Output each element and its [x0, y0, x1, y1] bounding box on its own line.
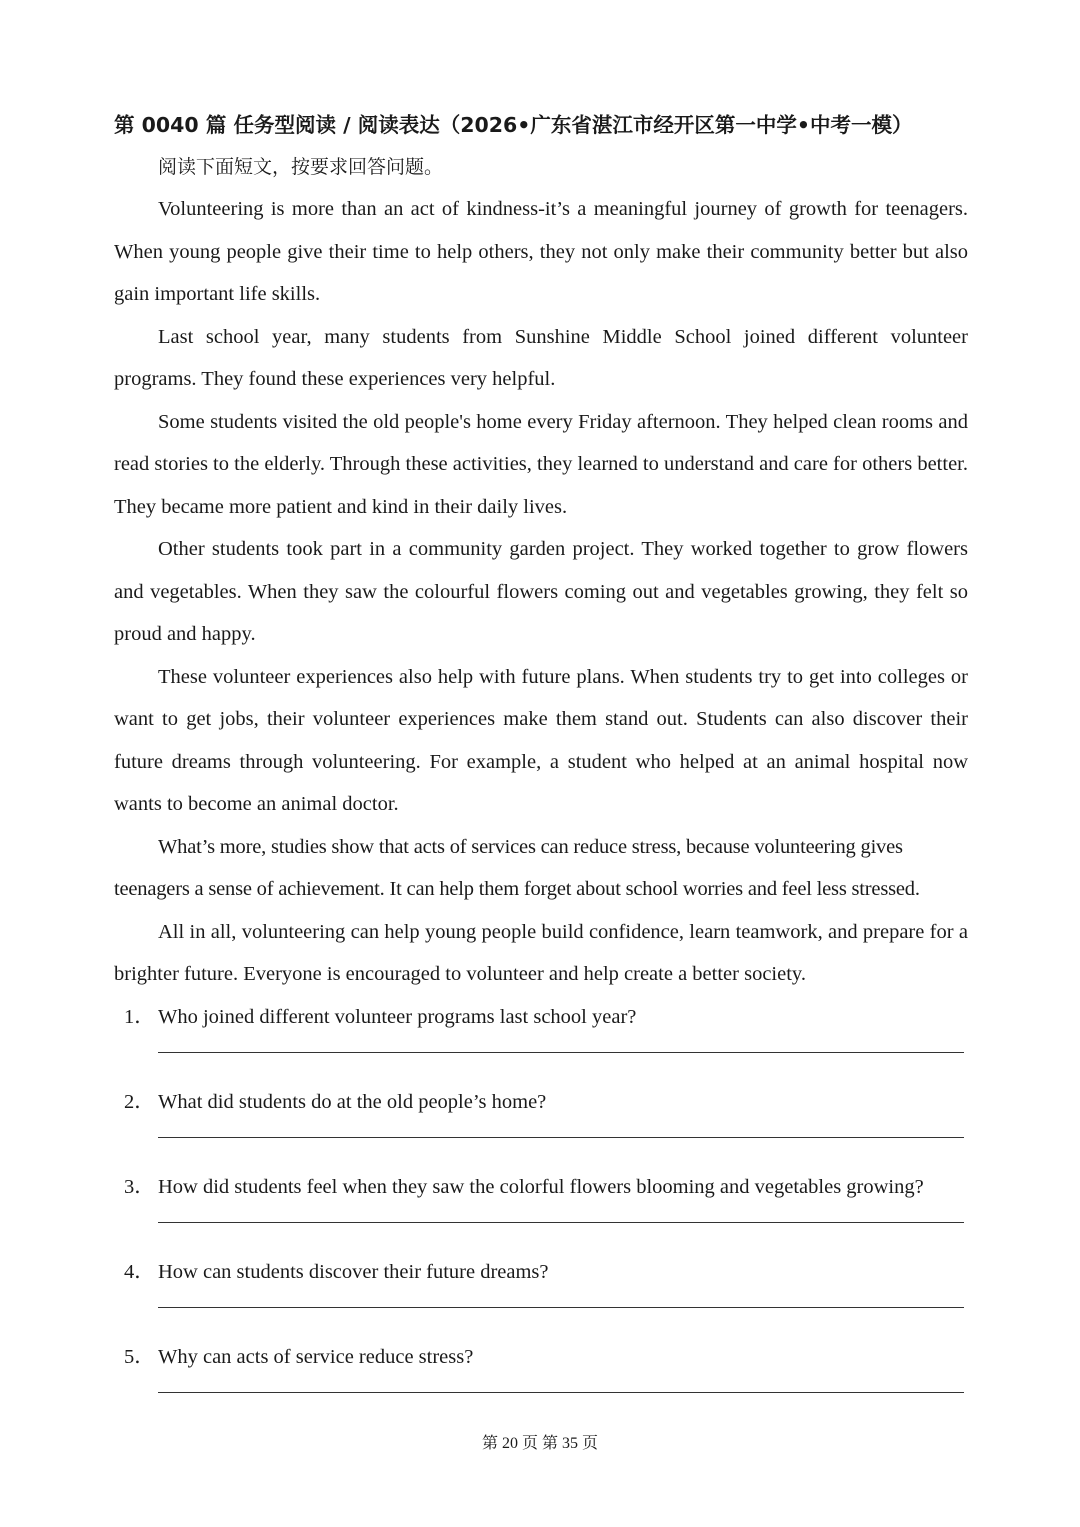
- answer-line[interactable]: [158, 1052, 964, 1053]
- question-item: [114, 1000, 968, 1080]
- answer-line[interactable]: [158, 1222, 964, 1223]
- document-title: 第 0040 篇 任务型阅读 / 阅读表达（2026•广东省湛江市经开区第一中学•中考一模）: [114, 113, 913, 137]
- question-text: Who joined different volunteer programs last school year?: [158, 1006, 637, 1028]
- question-number: 4．: [124, 1261, 155, 1283]
- passage-paragraph: What’s more, studies show that acts of services can reduce stress, because volunteering gives teenagers a sense of achievement. It can help them forget about school worries and feel less stressed.: [114, 835, 920, 900]
- answer-line[interactable]: [158, 1392, 964, 1393]
- question-item: [114, 1255, 968, 1335]
- question-text: How did students feel when they saw the colorful flowers blooming and vegetables growing?: [158, 1176, 924, 1198]
- question-number: 3．: [124, 1176, 155, 1198]
- question-item: [114, 1340, 968, 1420]
- instruction-text: 阅读下面短文，按要求回答问题。: [158, 156, 444, 178]
- question-text: What did students do at the old people’s home?: [158, 1091, 547, 1113]
- page-footer: 第 20 页 第 35 页: [481, 1435, 598, 1452]
- question-text: Why can acts of service reduce stress?: [158, 1346, 474, 1368]
- passage-paragraph: Other students took part in a community garden project. They worked together to grow flowers and vegetables. When they saw the colourful flowers coming out and vegetables growing, they felt so proud and happy.: [114, 538, 968, 645]
- question-text: How can students discover their future dreams?: [158, 1261, 549, 1283]
- passage-paragraph: Volunteering is more than an act of kindness-it’s a meaningful journey of growth for teenagers. When young people give their time to help others, they not only make their community better but also gain important life skills.: [114, 198, 968, 305]
- passage-paragraph: Some students visited the old people's home every Friday afternoon. They helped clean rooms and read stories to the elderly. Through these activities, they learned to understand and care for others better. They became more patient and kind in their daily lives.: [114, 410, 968, 518]
- question-item: [114, 1170, 968, 1250]
- passage-paragraph: These volunteer experiences also help with future plans. When students try to get into colleges or want to get jobs, their volunteer experiences make them stand out. Students can also discover their future dreams through volunteering. For example, a student who helped at an animal hospital now wants to become an animal doctor.: [114, 665, 968, 815]
- reading-passage: [114, 188, 968, 996]
- answer-line[interactable]: [158, 1307, 964, 1308]
- passage-paragraph: All in all, volunteering can help young people build confidence, learn teamwork, and prepare for a brighter future. Everyone is encouraged to volunteer and help create a better society.: [114, 920, 968, 985]
- question-number: 1．: [124, 1006, 155, 1028]
- question-item: [114, 1085, 968, 1165]
- question-number: 2．: [124, 1091, 155, 1113]
- question-number: 5．: [124, 1346, 155, 1368]
- passage-paragraph: Last school year, many students from Sunshine Middle School joined different volunteer programs. They found these experiences very helpful.: [114, 325, 968, 390]
- answer-line[interactable]: [158, 1137, 964, 1138]
